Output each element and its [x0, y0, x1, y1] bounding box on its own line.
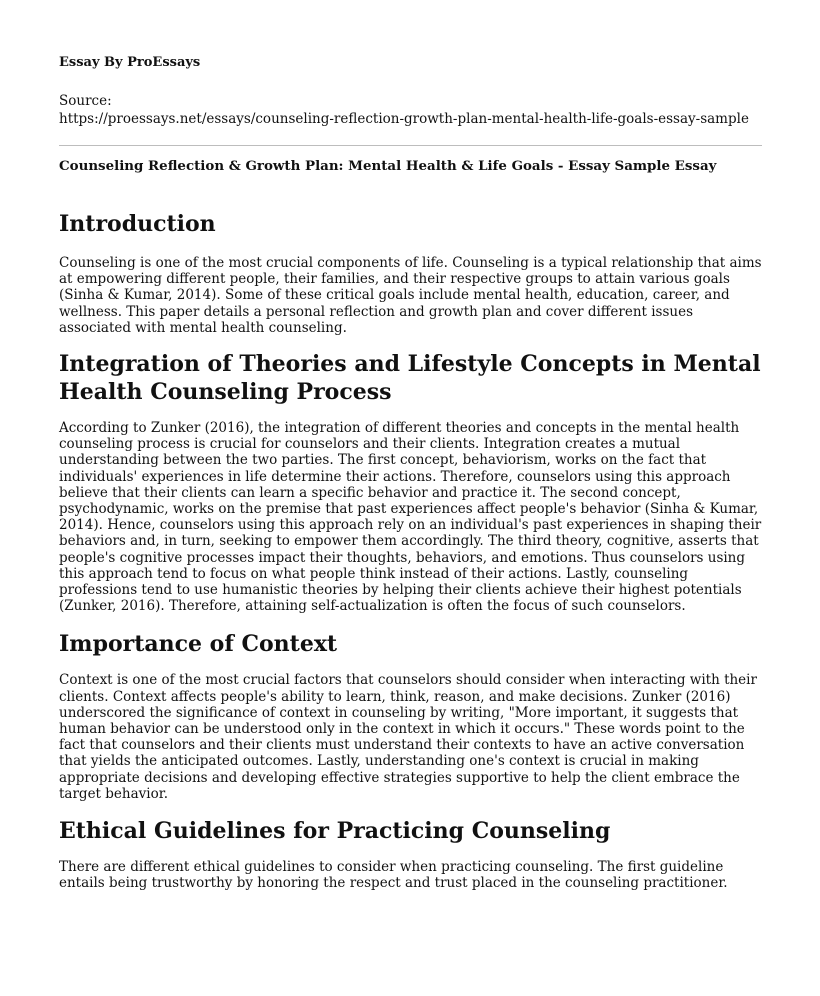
section-heading-introduction: Introduction [59, 211, 216, 237]
section-body-context: Context is one of the most crucial factors that counselors should consider when interacting with their clients. Context affects people's ability to learn, think, reason, and make decisions. Zunker (2016) underscored the significance of context in counseling by writing, "More important, it suggests that human behavior can be understood only in the context in which it occurs." These words point to the fact that counselors and their clients must understand their contexts to have an active conversation that yields the anticipated outcomes. Lastly, understanding one's context is crucial in making appropriate decisions and developing effective strategies supportive to help the client embrace the target behavior. [59, 672, 757, 802]
source-label: Source: [59, 93, 112, 109]
document-title: Counseling Reflection & Growth Plan: Mental Health & Life Goals - Essay Sample Essay [59, 158, 717, 174]
source-url[interactable]: https://proessays.net/essays/counseling-reflection-growth-plan-mental-health-life-goals-essay-sample [59, 111, 749, 127]
section-body-introduction: Counseling is one of the most crucial components of life. Counseling is a typical relationship that aims at empowering different people, their families, and their respective groups to attain various goals (Sinha & Kumar, 2014). Some of these critical goals include mental health, education, career, and wellness. This paper details a personal reflection and growth plan and cover different issues associated with mental health counseling. [59, 255, 762, 336]
header-divider [59, 145, 762, 146]
section-heading-integration: Integration of Theories and Lifestyle Concepts in Mental Health Counseling Process [59, 351, 761, 406]
section-heading-context: Importance of Context [59, 631, 338, 658]
section-body-integration: According to Zunker (2016), the integration of different theories and concepts in the mental health counseling process is crucial for counselors and their clients. Integration creates a mutual understanding between the two parties. The first concept, behaviorism, works on the fact that individuals' experiences in life determine their actions. Therefore, counselors using this approach believe that their clients can learn a specific behavior and practice it. The second concept, psychodynamic, works on the premise that past experiences affect people's behavior (Sinha & Kumar, 2014). Hence, counselors using this approach rely on an individual's past experiences in shaping their behaviors and, in turn, seeking to empower them accordingly. The third theory, cognitive, asserts that people's cognitive processes impact their thoughts, behaviors, and emotions. Thus counselors using this approach tend to focus on what people think instead of their actions. Lastly, counseling professions tend to use humanistic theories by helping their clients achieve their highest potentials (Zunker, 2016). Therefore, attaining self-actualization is often the focus of such counselors. [59, 420, 762, 615]
source-block [59, 92, 762, 128]
section-heading-ethics: Ethical Guidelines for Practicing Counseling [59, 818, 611, 845]
author-byline: Essay By ProEssays [59, 55, 201, 70]
section-body-ethics: There are different ethical guidelines to consider when practicing counseling. The first guideline entails being trustworthy by honoring the respect and trust placed in the counseling practitioner. [59, 859, 728, 892]
